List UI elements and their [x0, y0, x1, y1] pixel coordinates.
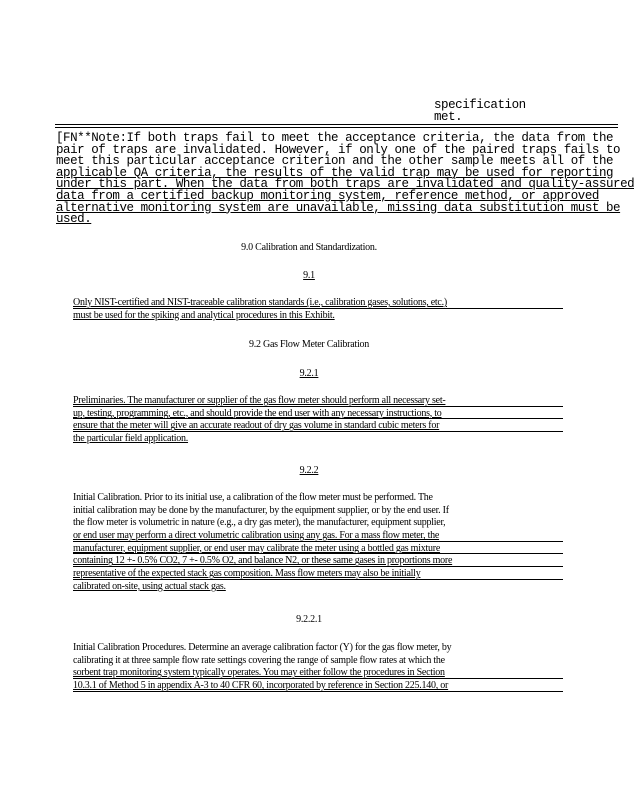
- paragraph-line: [73, 505, 563, 518]
- section-9-2-2-1-number: [0, 614, 618, 625]
- line-text: Preliminaries. The manufacturer or supplier of the gas flow meter should perform all necessary set-: [73, 395, 446, 406]
- line-text: the flow meter is volumetric in nature (e.g., a dry gas meter), the manufacturer, equipment supplier,: [73, 517, 446, 529]
- line-text: calibrating it at three sample flow rate settings covering the range of sample flow rates at which the: [73, 654, 445, 666]
- footnote-block: [56, 131, 634, 227]
- section-9-2-heading: 9.2 Gas Flow Meter Calibration: [249, 339, 369, 350]
- spec-line-2: met.: [434, 109, 463, 124]
- paragraph-line: [73, 310, 335, 323]
- section-9-2-1-paragraph: [73, 395, 563, 446]
- paragraph-line: [73, 530, 563, 543]
- paragraph-line: [73, 492, 563, 505]
- specification-met-text: [434, 100, 614, 123]
- line-text: Only NIST-certified and NIST-traceable calibration standards (i.e., calibration gases, solutions, etc.): [73, 297, 447, 308]
- section-9-1-paragraph: [73, 297, 563, 322]
- line-text: containing 12 +- 0.5% CO2, 7 +- 0.5% O2, and balance N2, or these same gases in proportions more: [73, 555, 453, 567]
- paragraph-line: [73, 655, 563, 668]
- section-number: 9.1: [303, 270, 315, 281]
- line-text: manufacturer, equipment supplier, or end user may calibrate the meter using a bottled gas mixture: [73, 542, 441, 554]
- paragraph-line: [73, 433, 188, 446]
- line-text: calibrated on-site, using actual stack gas.: [73, 580, 226, 592]
- line-text: representative of the expected stack gas composition. Mass flow meters may also be initially: [73, 568, 421, 580]
- section-9-2-2-number: [0, 465, 618, 476]
- line-text: Initial Calibration. Prior to its initial use, a calibration of the flow meter must be performed. The: [73, 492, 433, 503]
- note-line: under this part. When the data from both traps are invalidated and quality-assured: [56, 177, 634, 192]
- line-text: up, testing, programming, etc., and should provide the end user with any necessary instructions, to: [73, 407, 442, 419]
- paragraph-line: [73, 680, 563, 693]
- divider-line: [55, 124, 618, 125]
- section-9-2-1-number: [0, 368, 618, 379]
- section-number: 9.2.2: [299, 465, 319, 476]
- line-text: initial calibration may be done by the manufacturer, by the equipment supplier, or by the end user. If: [73, 504, 449, 516]
- paragraph-line: [73, 408, 563, 421]
- section-number: 9.2.1: [299, 368, 319, 379]
- paragraph-line: [73, 395, 563, 408]
- paragraph-line: [73, 642, 563, 655]
- line-text: or end user may perform a direct volumetric calibration using any gas. For a mass flow meter, the: [73, 530, 440, 542]
- paragraph-line: [73, 543, 563, 556]
- line-text: the particular field application.: [73, 433, 189, 445]
- paragraph-line: [73, 581, 226, 594]
- paragraph-line: [73, 667, 563, 680]
- paragraph-line: [73, 297, 563, 310]
- divider-line-2: [55, 127, 618, 128]
- line-text: 10.3.1 of Method 5 in appendix A-3 to 40 CFR 60, incorporated by reference in Section 225.140, or: [73, 680, 449, 692]
- paragraph-line: [73, 420, 563, 433]
- section-9-2-2-paragraph: [73, 492, 563, 594]
- spec-line-1: specification: [434, 98, 526, 112]
- note-line: used.: [56, 212, 92, 227]
- paragraph-line: [73, 517, 563, 530]
- line-text: sorbent trap monitoring system typically operates. You may either follow the procedures in Section: [73, 667, 445, 679]
- paragraph-line: [73, 555, 563, 568]
- section-9-heading: 9.0 Calibration and Standardization.: [241, 242, 377, 253]
- note-line: meet this particular acceptance criterion and the other sample meets all of the: [56, 154, 614, 169]
- note-line: [FN**Note:If both traps fail to meet the acceptance criteria, the data from the: [56, 131, 614, 145]
- paragraph-line: [73, 568, 563, 581]
- note-line: alternative monitoring system are unavailable, missing data substitution must be: [56, 200, 621, 215]
- line-text: must be used for the spiking and analytical procedures in this Exhibit.: [73, 309, 335, 321]
- section-number-plain: 9.2.2.1: [296, 614, 322, 625]
- line-text: Initial Calibration Procedures. Determine an average calibration factor (Y) for the gas flow meter, by: [73, 642, 452, 653]
- note-line: pair of traps are invalidated. However, if only one of the paired traps fails to: [56, 142, 621, 157]
- line-text: ensure that the meter will give an accurate readout of dry gas volume in standard cubic meters for: [73, 420, 440, 432]
- section-9-2-2-1-paragraph: [73, 642, 563, 693]
- section-9-1-number: [0, 270, 618, 281]
- note-line: data from a certified backup monitoring system, reference method, or approved: [56, 188, 599, 203]
- note-line: applicable QA criteria, the results of the valid trap may be used for reporting: [56, 165, 614, 180]
